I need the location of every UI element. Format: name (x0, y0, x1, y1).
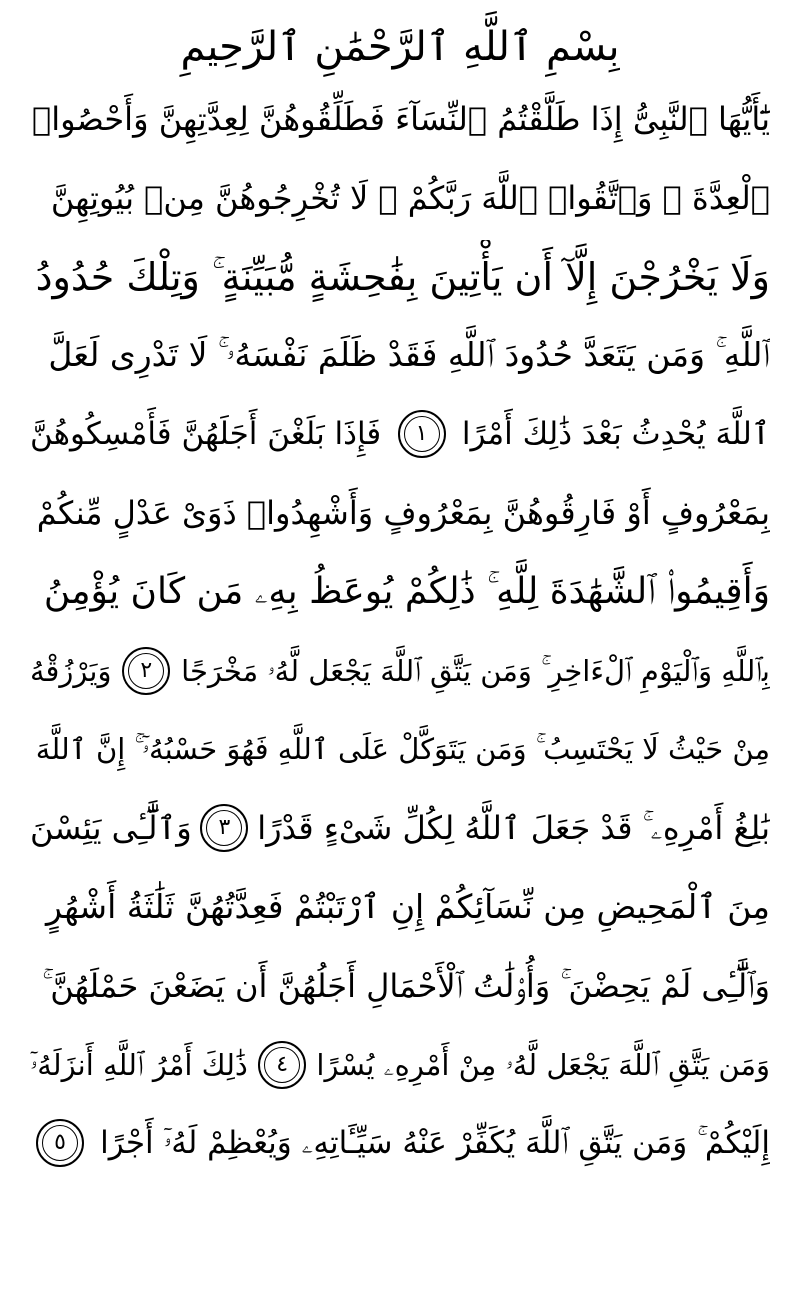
verse-line (30, 870, 770, 944)
verse-line (30, 555, 770, 629)
verse-text: وَيَرْزُقْهُ (30, 653, 112, 688)
verse-line (30, 1106, 770, 1180)
verse-line (30, 712, 770, 786)
verse-text: وَلَا يَخْرُجْنَ إِلَّآ أَن يَأْتِينَ بِفَٰحِشَةٍ مُّبَيِّنَةٍ ۚ وَتِلْكَ حُدُودُ (35, 254, 770, 299)
verse-line (30, 791, 770, 865)
verse-text: ٱللَّهَ يُحْدِثُ بَعْدَ ذَٰلِكَ أَمْرًا (461, 416, 770, 453)
verse-line (30, 476, 770, 550)
ayah-number-marker: ٤ (258, 1041, 306, 1089)
verse-text: بَٰلِغُ أَمْرِهِۦ ۚ قَدْ جَعَلَ ٱللَّهُ لِكُلِّ شَىْءٍ قَدْرًا (257, 809, 770, 848)
verse-text: ذَٰلِكَ أَمْرُ ٱللَّهِ أَنزَلَهُۥٓ (30, 1047, 248, 1082)
verse-text: وَٱلَّٰٓـِٔى لَمْ يَحِضْنَ ۚ وَأُو۟لَٰتُ ٱلْأَحْمَالِ أَجَلُهُنَّ أَن يَضَعْنَ حَمْلَهُنَّ ۚ (42, 966, 770, 1005)
verse-line (30, 82, 770, 156)
verse-line (30, 634, 770, 708)
ayah-number-marker: ٣ (200, 804, 248, 852)
verse-line (30, 397, 770, 471)
verse-text: فَإِذَا بَلَغْنَ أَجَلَهُنَّ فَأَمْسِكُوهُنَّ (30, 416, 382, 453)
verse-line (30, 1028, 770, 1102)
verse-text: بِمَعْرُوفٍ أَوْ فَارِقُوهُنَّ بِمَعْرُوفٍ وَأَشْهِدُوا۟ ذَوَىْ عَدْلٍ مِّنكُمْ (36, 494, 770, 532)
ayah-number-marker: ٢ (122, 647, 170, 695)
verse-line (30, 240, 770, 314)
verse-text: مِنْ حَيْثُ لَا يَحْتَسِبُ ۚ وَمَن يَتَوَكَّلْ عَلَى ٱللَّهِ فَهُوَ حَسْبُهُۥٓ ۚ إِنَّ ٱللَّهَ (35, 732, 770, 767)
verse-text: بِٱللَّهِ وَٱلْيَوْمِ ٱلْءَاخِرِ ۚ وَمَن يَتَّقِ ٱللَّهَ يَجْعَل لَّهُۥ مَخْرَجًا (181, 653, 770, 688)
verse-line (30, 318, 770, 392)
verse-text: وَأَقِيمُوا۟ ٱلشَّهَٰدَةَ لِلَّهِ ۚ ذَٰلِكُمْ يُوعَظُ بِهِۦ مَن كَانَ يُؤْمِنُ (43, 570, 770, 612)
verse-text: ٱلْعِدَّةَ ۖ وَٱتَّقُوا۟ ٱللَّهَ رَبَّكُمْ ۖ لَا تُخْرِجُوهُنَّ مِنۢ بُيُوتِهِنَّ (50, 178, 770, 217)
verse-text: إِلَيْكُمْ ۚ وَمَن يَتَّقِ ٱللَّهَ يُكَفِّرْ عَنْهُ سَيِّـَٔاتِهِۦ وَيُعْظِمْ لَهُۥٓ أَجْرًا (100, 1125, 770, 1162)
verse-text: يَٰٓأَيُّهَا ٱلنَّبِىُّ إِذَا طَلَّقْتُمُ ٱلنِّسَآءَ فَطَلِّقُوهُنَّ لِعِدَّتِهِنَّ وَأَحْصُوا۟ (32, 100, 770, 138)
basmala: بِسْمِ ٱللَّهِ ٱلرَّحْمَٰنِ ٱلرَّحِيمِ (180, 24, 620, 70)
verse-line (30, 949, 770, 1023)
ayah-number-marker: ٥ (36, 1119, 84, 1167)
ayah-number-marker: ١ (398, 410, 446, 458)
verse-text: مِنَ ٱلْمَحِيضِ مِن نِّسَآئِكُمْ إِنِ ٱرْتَبْتُمْ فَعِدَّتُهُنَّ ثَلَٰثَةُ أَشْهُرٍ (46, 887, 770, 926)
verse-text: ٱللَّهِ ۚ وَمَن يَتَعَدَّ حُدُودَ ٱللَّهِ فَقَدْ ظَلَمَ نَفْسَهُۥ ۚ لَا تَدْرِى لَعَلَّ (48, 335, 770, 375)
verse-text: وَٱلَّٰٓـِٔى يَئِسْنَ (30, 809, 192, 848)
verse-line (30, 161, 770, 235)
verse-text: وَمَن يَتَّقِ ٱللَّهَ يَجْعَل لَّهُۥ مِنْ أَمْرِهِۦ يُسْرًا (316, 1047, 770, 1082)
